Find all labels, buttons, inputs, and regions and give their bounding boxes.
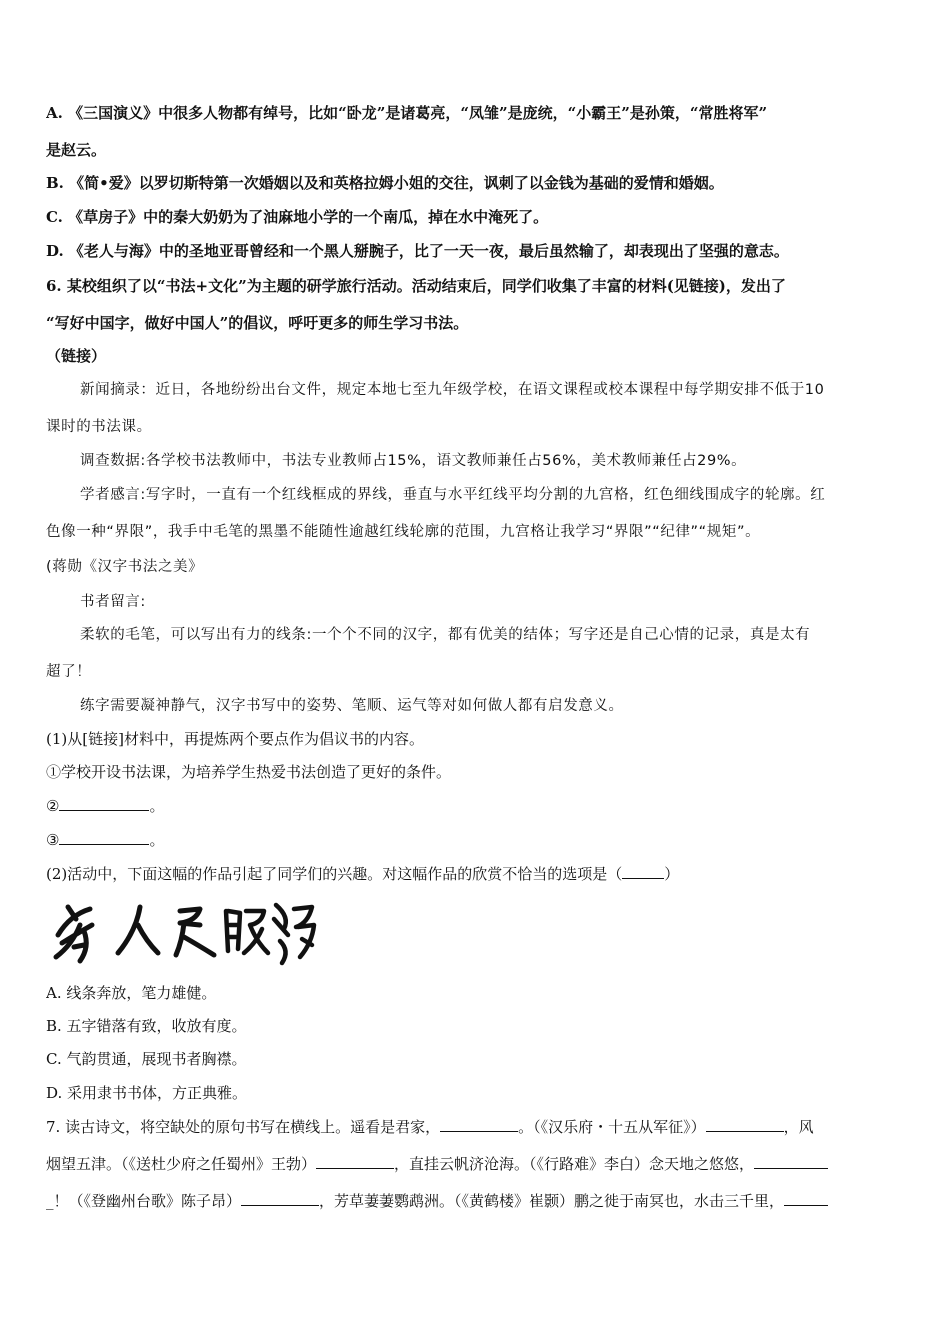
q7-blank-6[interactable] [784,1190,828,1206]
point-2 [46,795,910,816]
news-excerpt-line1: 新闻摘录：近日，各地纷纷出台文件，规定本地七至九年级学校，在语文课程或校本课程中每学期安排不低于10 [80,382,825,398]
scholar-quote-line1: 学者感言:写字时，一直有一个红线框成的界线，垂直与水平红线平均分割的九宫格，红色细线围成字的轮廓。红 [80,487,826,503]
q6-link-label: （链接） [46,347,107,365]
option-b[interactable]: B. 五字错落有致，收放有度。 [46,1017,247,1035]
q5-option-b: B. 《简•爱》以罗切斯特第一次婚姻以及和英格拉姆小姐的交往，讽刺了以金钱为基础的爱情和婚姻。 [46,174,724,192]
q5-option-c: C. 《草房子》中的秦大奶奶为了油麻地小学的一个南瓜，掉在水中淹死了。 [46,208,549,226]
q7-line1-text-b: 。（《汉乐府・十五从军征》） [518,1118,706,1136]
q7-blank-2[interactable] [706,1116,784,1132]
scholar-quote-source: (蒋勋《汉字书法之美》 [46,559,204,575]
q7-line3-text-b: ，芳草萋萋鹦鹉洲。（《黄鹤楼》崔颢）鹏之徙于南冥也，水击三千里， [319,1192,785,1210]
point-1: ①学校开设书法课，为培养学生热爱书法创造了更好的条件。 [46,763,452,781]
q6-stem-line2: “写好中国字，做好中国人”的倡议，呼吁更多的师生学习书法。 [46,314,469,332]
q7-blank-4[interactable] [754,1153,828,1169]
writer-message-line3: 练字需要凝神静气，汉字书写中的姿势、笔顺、运气等对如何做人都有启发意义。 [80,698,624,714]
q5-option-a-line2: 是赵云。 [46,141,107,159]
q7-line1-text-c: ，风 [783,1118,814,1136]
sub-question-1: (1)从[链接]材料中，再提炼两个要点作为倡议书的内容。 [46,730,424,748]
q7-line1 [46,1116,910,1137]
point-2-marker: ② [46,797,60,815]
q7-line2-text-b: ，直挂云帆济沧海。（《行路难》李白）念天地之悠悠， [394,1155,755,1173]
writer-message-label: 书者留言: [80,594,146,610]
q7-line3-text-a: _！（《登幽州台歌》陈子昂） [46,1192,242,1210]
option-d[interactable]: D. 采用隶书书体，方正典雅。 [46,1084,248,1102]
sub-question-2 [46,863,910,884]
writer-message-line1: 柔软的毛笔，可以写出有力的线条:一个个不同的汉字，都有优美的结体；写字还是自己心情的记录，真是太有 [80,627,811,643]
q7-line1-text-a: 7. 读古诗文，将空缺处的原句书写在横线上。遥看是君家， [46,1118,441,1136]
point-2-period: 。 [149,797,165,815]
point-3-marker: ③ [46,831,60,849]
q5-option-d: D. 《老人与海》中的圣地亚哥曾经和一个黑人掰腕子，比了一天一夜，最后虽然输了，却表现出了坚强的意志。 [46,242,789,260]
q5-option-a-line1: A. 《三国演义》中很多人物都有绰号，比如“卧龙”是诸葛亮，“凤雏”是庞统，“小霸王”是孙策，“常胜将军” [46,104,768,122]
point-2-blank[interactable] [59,795,149,811]
option-a[interactable]: A. 线条奔放，笔力雄健。 [46,984,217,1002]
point-3 [46,829,910,850]
q6-stem-line1: 6. 某校组织了以“书法+文化”为主题的研学旅行活动。活动结束后，同学们收集了丰富的材料(见链接)，发出了 [46,277,786,295]
q7-line3 [46,1190,910,1211]
scholar-quote-line2: 色像一种“界限”，我手中毛笔的黑墨不能随性逾越红线轮廓的范围，九宫格让我学习“界限”“纪律”“规矩”。 [46,524,761,540]
q7-blank-3[interactable] [316,1153,394,1169]
q7-line2 [46,1153,910,1174]
option-c[interactable]: C. 气韵贯通，展现书者胸襟。 [46,1050,247,1068]
writer-message-line2: 超了！ [46,664,92,680]
calligraphy-image [50,895,320,970]
sub-question-2-close: ） [664,865,680,883]
q7-blank-1[interactable] [440,1116,518,1132]
sub-question-2-blank[interactable] [622,863,664,879]
q7-line2-text-a: 烟望五津。（《送杜少府之任蜀州》王勃） [46,1155,317,1173]
q7-blank-5[interactable] [241,1190,319,1206]
sub-question-2-text: (2)活动中，下面这幅的作品引起了同学们的兴趣。对这幅作品的欣赏不恰当的选项是（ [46,865,623,883]
point-3-period: 。 [149,831,165,849]
news-excerpt-line2: 课时的书法课。 [46,419,152,435]
calligraphy-artwork [50,895,320,970]
point-3-blank[interactable] [59,829,149,845]
survey-data: 调查数据:各学校书法教师中，书法专业教师占15%，语文教师兼任占56%，美术教师兼任占29%。 [80,453,747,469]
